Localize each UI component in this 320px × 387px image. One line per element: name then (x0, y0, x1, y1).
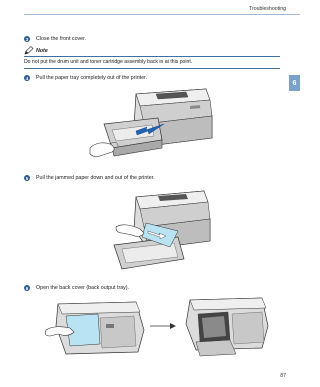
note-pencil-icon (24, 46, 34, 55)
step-text: Open the back cover (back output tray). (36, 285, 130, 291)
page-header-title: Troubleshooting (248, 6, 286, 12)
illustration-open-back-cover (40, 296, 270, 358)
illustration-pull-paper-tray (86, 86, 216, 164)
note-rule-bottom (24, 68, 280, 69)
chapter-tab: 6 (289, 75, 300, 91)
step-text: Close the front cover. (36, 36, 87, 42)
step-4 (24, 75, 147, 81)
step-3 (24, 36, 86, 42)
note-block (24, 46, 280, 69)
page-number: 87 (280, 373, 286, 379)
step-number: 5 (25, 175, 29, 181)
step-number: 6 (25, 285, 29, 291)
step-6 (24, 285, 129, 291)
header-rule (24, 14, 300, 15)
note-label: Note (36, 47, 48, 54)
note-rule (24, 56, 280, 57)
step-number: 3 (25, 36, 29, 42)
note-text: Do not put the drum unit and toner cartridge assembly back in at this point. (24, 59, 193, 65)
step-text: Pull the jammed paper down and out of the printer. (36, 175, 155, 181)
step-number: 4 (25, 75, 29, 81)
step-text: Pull the paper tray completely out of the printer. (36, 75, 148, 81)
illustration-pull-jammed-paper (86, 187, 216, 275)
step-5 (24, 175, 155, 181)
